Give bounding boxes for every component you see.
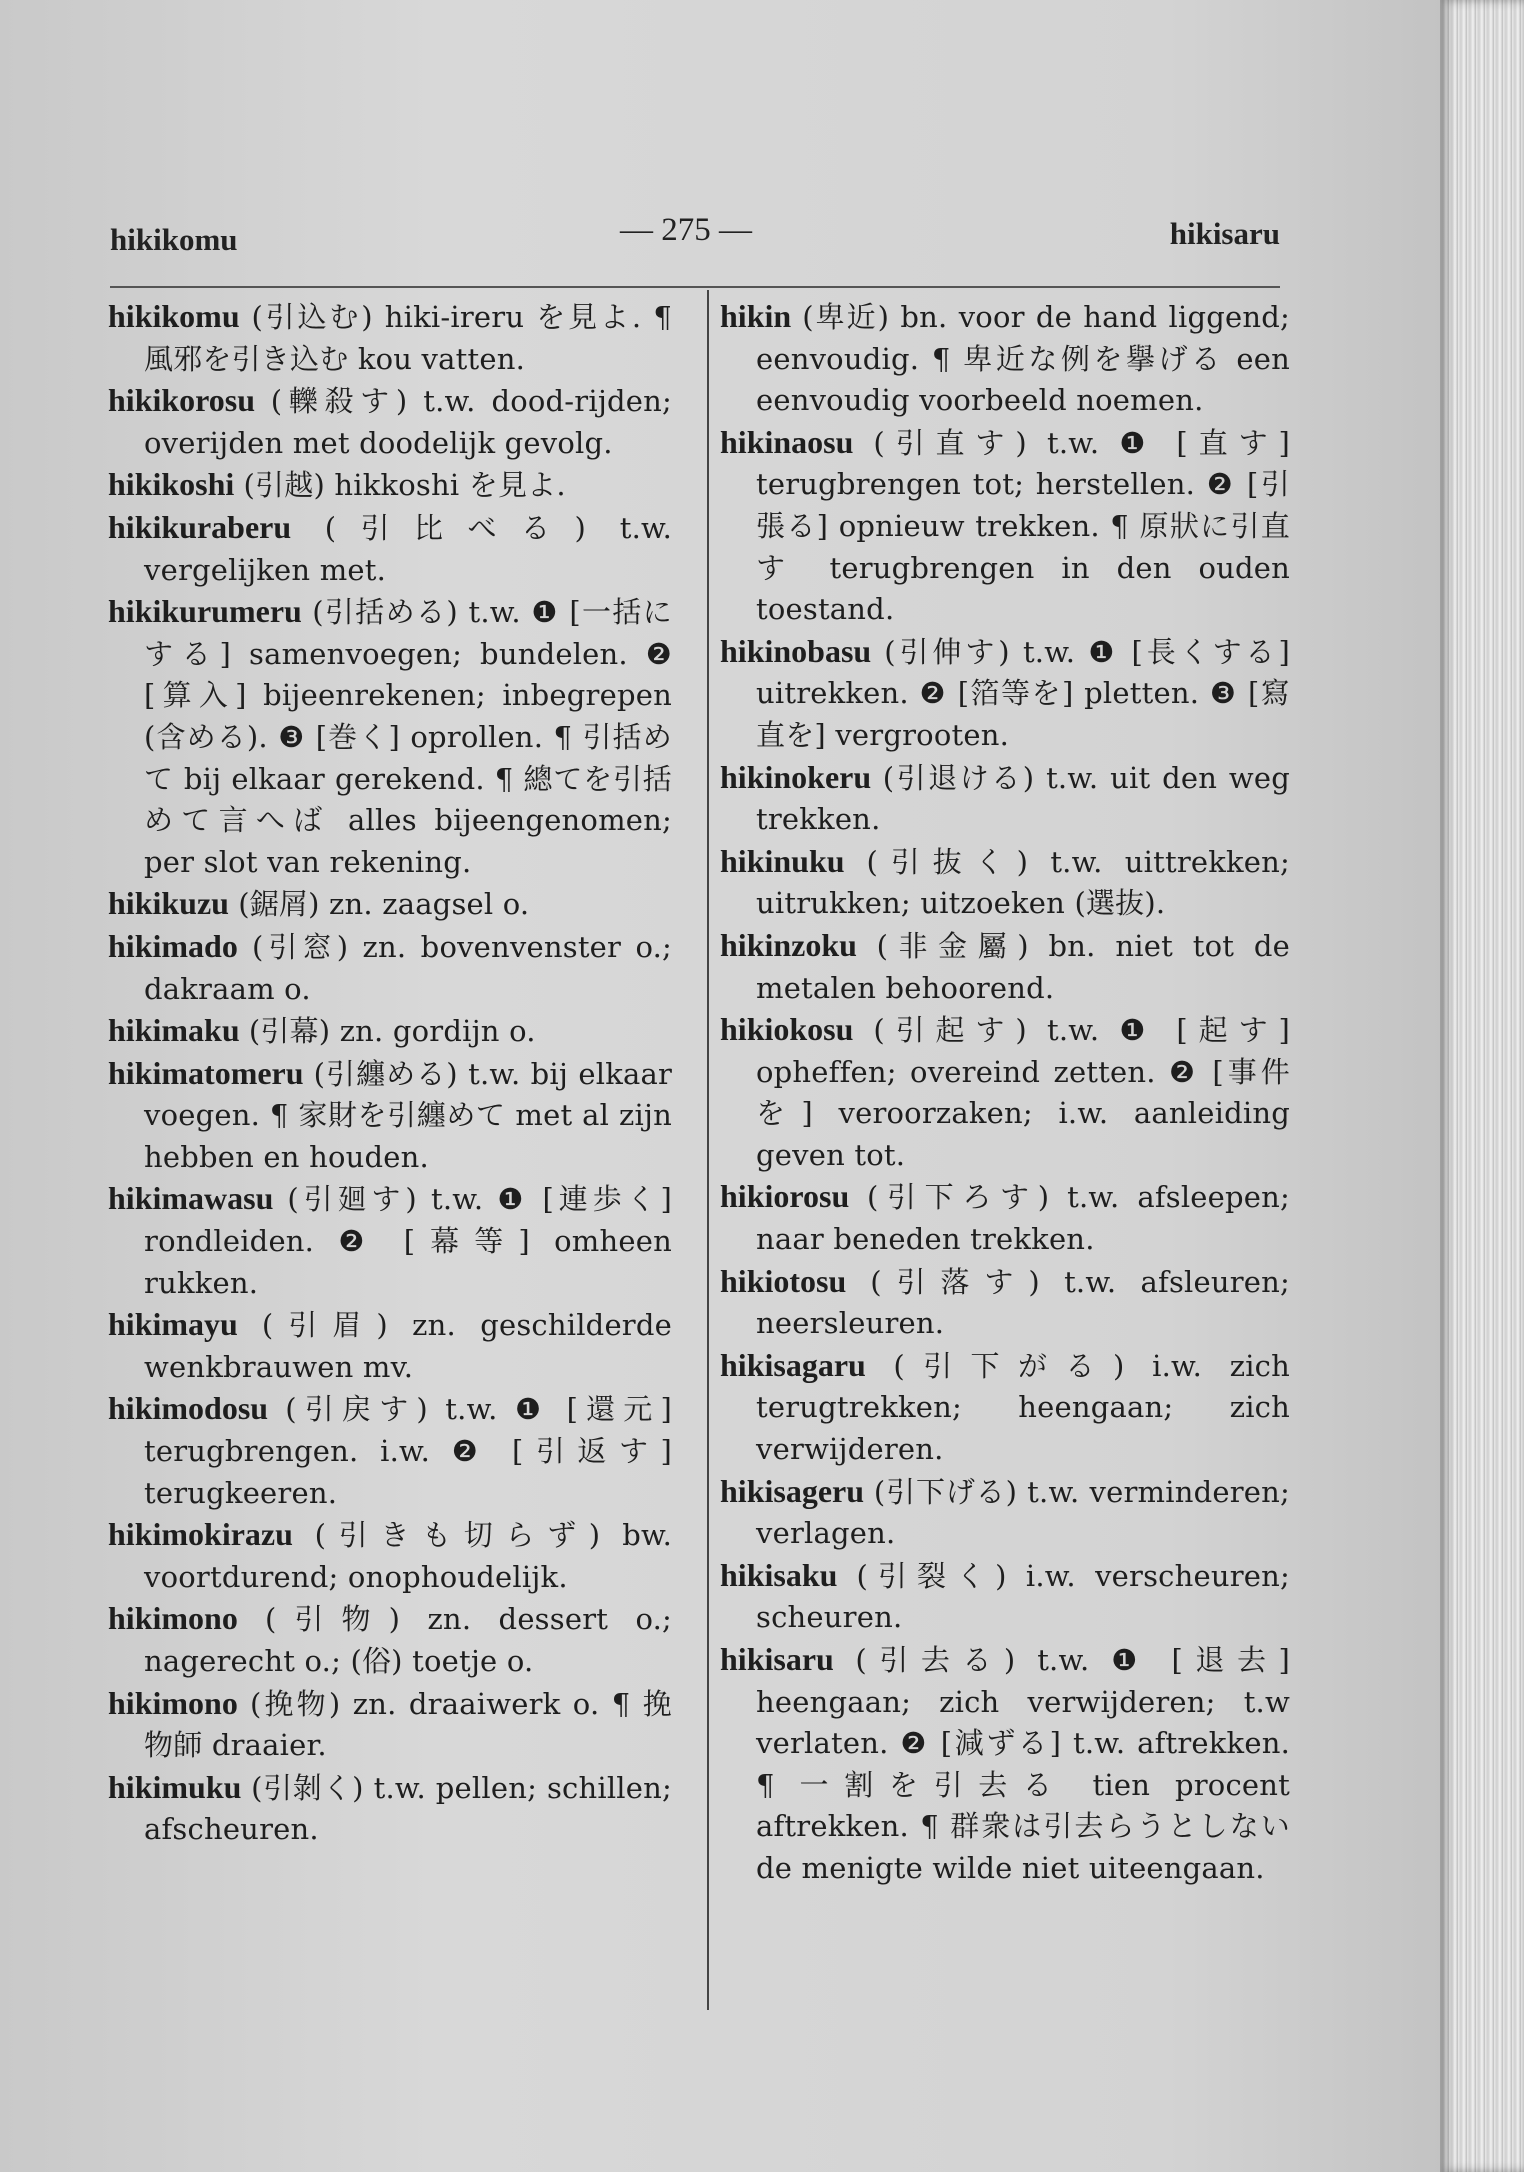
entry-headword: hikimawasu: [108, 1180, 274, 1217]
header-left-guideword: hikikomu: [110, 222, 238, 257]
entry-headword: hikiotosu: [720, 1262, 847, 1299]
dictionary-entry: [108, 380, 672, 464]
entry-definition: (引越) hikkoshi を見よ.: [243, 468, 566, 503]
dictionary-entry: [720, 1555, 1290, 1639]
dictionary-entry: [720, 1639, 1290, 1890]
entry-definition: (轢殺す) t.w. dood-rijden; overijden met doodelijk gevolg.: [144, 384, 672, 460]
entry-definition: (挽物) zn. draaiwerk o. ¶ 挽物師 draaier.: [144, 1686, 673, 1763]
entry-definition: (引伸す) t.w. ❶ [長くする] uitrekken. ❷ [箔等を] pletten. ❸ [寫直を] vergrooten.: [756, 634, 1291, 752]
entry-definition: (引戻す) t.w. ❶ [還元] terugbrengen. i.w. ❷ [引返す] terugkeeren.: [144, 1392, 673, 1510]
entry-headword: hikisaku: [720, 1556, 838, 1593]
dictionary-entry: [720, 1471, 1290, 1555]
entry-headword: hikimono: [108, 1600, 238, 1637]
dictionary-entry: [108, 1767, 672, 1851]
entry-definition: (引落す) t.w. afsleuren; neersleuren.: [756, 1264, 1291, 1341]
dictionary-entry: [108, 1053, 672, 1179]
entry-definition: (引比べる) t.w. vergelijken met.: [144, 510, 672, 587]
header-rule: [110, 286, 1280, 288]
dictionary-entry: [108, 883, 672, 926]
entry-headword: hikikurumeru: [108, 593, 302, 630]
entry-definition: (引纏める) t.w. bij elkaar voegen. ¶ 家財を引纏めて met al zijn hebben en houden.: [144, 1056, 673, 1174]
dictionary-entry: [108, 464, 672, 507]
right-column: [720, 296, 1290, 1890]
entry-definition: (引起す) t.w. ❶ [起す] opheffen; overeind zetten. ❷ [事件を] veroorzaken; i.w. aanleiding geven tot.: [756, 1013, 1291, 1172]
entry-headword: hikimayu: [108, 1306, 238, 1343]
entry-headword: hikimado: [108, 927, 238, 964]
dictionary-entry: [108, 926, 672, 1010]
entry-definition: (引窓) zn. bovenvenster o.; dakraam o.: [144, 929, 672, 1006]
entry-headword: hikinuku: [720, 842, 845, 879]
entry-headword: hikikomu: [108, 298, 240, 334]
entry-headword: hikikorosu: [108, 382, 256, 419]
entry-definition: (引下がる) i.w. zich terugtrekken; heengaan; zich verwijderen.: [756, 1348, 1290, 1467]
dictionary-entry: [108, 1514, 672, 1598]
entry-headword: hikimuku: [108, 1768, 242, 1805]
entry-headword: hikikuraberu: [108, 508, 292, 545]
page-header: [110, 210, 1280, 270]
dictionary-entry: [108, 591, 672, 883]
dictionary-entry: [720, 1261, 1290, 1345]
entry-definition: (引下ろす) t.w. afsleepen; naar beneden trekken.: [756, 1180, 1291, 1257]
header-right-guideword: hikisaru: [1169, 216, 1280, 251]
entry-definition: (引退ける) t.w. uit den weg trekken.: [756, 760, 1291, 837]
dictionary-entry: [720, 757, 1290, 841]
dictionary-entry: [720, 296, 1290, 422]
entry-definition: (引抜く) t.w. uittrekken; uitrukken; uitzoeken (選抜).: [756, 844, 1290, 921]
entry-headword: hikimatomeru: [108, 1054, 304, 1091]
entry-definition: (引直す) t.w. ❶ [直す] terugbrengen tot; herstellen. ❷ [引張る] opnieuw trekken. ¶ 原狀に引直す terugbrengen in den ouden toestand.: [756, 425, 1291, 627]
entry-definition: (引廻す) t.w. ❶ [連歩く] rondleiden. ❷ [幕等] omheen rukken.: [144, 1182, 673, 1300]
entry-headword: hikisageru: [720, 1472, 865, 1509]
dictionary-entry: [108, 1683, 672, 1767]
dictionary-entry: [108, 296, 672, 380]
dictionary-entry: [108, 1178, 672, 1304]
dictionary-entry: [720, 631, 1290, 757]
entry-headword: hikinzoku: [720, 926, 857, 963]
entry-definition: (引込む) hiki-ireru を見よ. ¶ 風邪を引き込む kou vatten.: [144, 300, 672, 376]
dictionary-entry: [720, 1009, 1290, 1176]
entry-headword: hikinobasu: [720, 632, 872, 669]
entry-definition: (引眉) zn. geschilderde wenkbrauwen mv.: [144, 1308, 672, 1384]
entry-definition: (引物) zn. dessert o.; nagerecht o.; (俗) toetje o.: [144, 1602, 672, 1678]
dictionary-entry: [108, 1010, 672, 1053]
entry-definition: (引括める) t.w. ❶ [一括にする] samenvoegen; bundelen. ❷ [算入] bijeenrekenen; inbegrepen (含める). ❸ [巻く] oprollen. ¶ 引括めて bij elkaar gerekend. ¶ 總てを引括めて言へば alles bijeengenomen; per slot van rekening.: [144, 595, 673, 879]
dictionary-entry: [720, 1345, 1290, 1471]
entry-headword: hikikuzu: [108, 885, 229, 922]
dictionary-entry: [108, 1598, 672, 1682]
dictionary-entry: [108, 507, 672, 591]
entry-headword: hikimodosu: [108, 1390, 269, 1427]
dictionary-entry: [108, 1388, 672, 1514]
entry-definition: (引剝く) t.w. pellen; schillen; afscheuren.: [144, 1770, 672, 1847]
entry-definition: (引幕) zn. gordijn o.: [248, 1014, 536, 1049]
entry-definition: (引下げる) t.w. verminderen; verlagen.: [756, 1474, 1290, 1551]
entry-headword: hikimaku: [108, 1012, 240, 1049]
entry-headword: hikimokirazu: [108, 1516, 293, 1553]
entry-headword: hikikoshi: [108, 466, 235, 503]
entry-definition: (引去る) t.w. ❶ [退去] heengaan; zich verwijderen; t.w verlaten. ❷ [減ずる] t.w. aftrekken. ¶ 一割を引去る tien procent aftrekken. ¶ 群衆は引去らうとしない de menigte wilde niet uiteengaan.: [756, 1643, 1291, 1885]
entry-headword: hikimono: [108, 1684, 238, 1721]
entry-definition: (非金屬) bn. niet tot de metalen behoorend.: [756, 928, 1291, 1005]
dictionary-entry: [720, 925, 1290, 1009]
entry-headword: hikiokosu: [720, 1011, 854, 1048]
entry-definition: (引裂く) i.w. verscheuren; scheuren.: [756, 1558, 1291, 1635]
column-separator: [707, 290, 709, 2010]
dictionary-entry: [720, 422, 1290, 631]
entry-headword: hikisagaru: [720, 1346, 866, 1383]
entry-definition: (卑近) bn. voor de hand liggend; eenvoudig. ¶ 卑近な例を擧げる een eenvoudig voorbeeld noemen.: [756, 300, 1291, 418]
entry-headword: hikinokeru: [720, 758, 872, 795]
entry-definition: (引きも切らず) bw. voortdurend; onophoudelijk.: [144, 1518, 672, 1594]
page-number: — 275 —: [620, 212, 752, 248]
entry-headword: hikisaru: [720, 1641, 834, 1677]
entry-headword: hikinaosu: [720, 423, 854, 460]
entry-headword: hikin: [720, 298, 792, 334]
dictionary-entry: [720, 841, 1290, 925]
entry-headword: hikiorosu: [720, 1178, 850, 1215]
dictionary-entry: [720, 1176, 1290, 1260]
dictionary-entry: [108, 1304, 672, 1388]
left-column: [108, 296, 672, 1851]
entry-definition: (鋸屑) zn. zaagsel o.: [238, 887, 530, 922]
book-page-edge: [1440, 0, 1524, 2172]
